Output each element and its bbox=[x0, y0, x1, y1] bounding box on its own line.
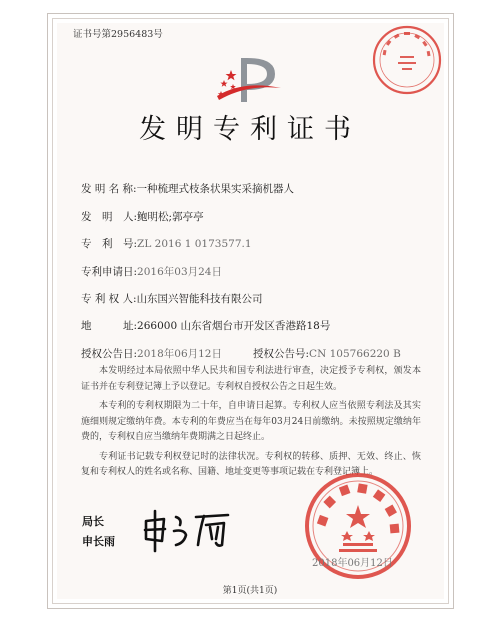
address-row bbox=[81, 318, 330, 333]
certificate-body bbox=[81, 364, 421, 481]
body-paragraph-2: 本专利的专利权期限为二十年，自申请日起算。专利权人应当依照专利法及其实施细则规定缴纳年费。本专利的年费应当在每年03月24日前缴纳。未按照规定缴纳年费的，专利权自应当缴纳年费期满之日起终止。 bbox=[81, 401, 421, 442]
filing-date: 2016年03月24日 bbox=[137, 266, 222, 278]
director-title: 局长 bbox=[82, 515, 104, 528]
patentee: 山东国兴智能科技有限公司 bbox=[136, 293, 263, 305]
address: 266000 山东省烟台市开发区香港路18号 bbox=[137, 320, 331, 332]
filing-date-row bbox=[81, 264, 222, 279]
director-signature-icon bbox=[140, 507, 235, 557]
certificate-title: 发明专利证书 bbox=[139, 114, 361, 145]
grant-number-label: 授权公告号: bbox=[253, 348, 310, 360]
invention-name-label: 发 明 名 称: bbox=[81, 183, 137, 195]
inventor-row bbox=[81, 209, 204, 224]
inventor: 鲍明松;郭亭亭 bbox=[137, 211, 204, 223]
patentee-row bbox=[81, 291, 263, 306]
filing-date-label: 专利申请日: bbox=[81, 266, 138, 278]
inventor-label: 发 明 人: bbox=[81, 211, 138, 223]
grant-row bbox=[81, 346, 401, 361]
director-name: 申长雨 bbox=[82, 535, 115, 548]
page-number: 第1页(共1页) bbox=[222, 586, 278, 596]
grant-number: CN 105766220 B bbox=[309, 348, 401, 360]
certificate-number: 证书号第2956483号 bbox=[73, 29, 163, 40]
patent-number: ZL 2016 1 0173577.1 bbox=[137, 238, 252, 250]
body-paragraph-3: 专利证书记载专利权登记时的法律状况。专利权的转移、质押、无效、终止、恢复和专利权人的姓名或名称、国籍、地址变更等事项记载在专利登记簿上。 bbox=[81, 451, 421, 477]
patent-number-row bbox=[81, 236, 252, 251]
invention-name-row bbox=[81, 181, 294, 196]
seal-date: 2018年06月12日 bbox=[312, 558, 393, 569]
grant-date-label: 授权公告日: bbox=[81, 348, 138, 360]
address-label: 地 址: bbox=[81, 320, 138, 332]
patentee-label: 专 利 权 人: bbox=[81, 293, 137, 305]
body-paragraph-1: 本发明经过本局依照中华人民共和国专利法进行审查，决定授予专利权，颁发本证书并在专利登记簿上予以登记。专利权自授权公告之日起生效。 bbox=[81, 366, 421, 392]
printer-seal-icon bbox=[371, 24, 443, 100]
invention-name: 一种梳理式枝条状果实采摘机器人 bbox=[136, 183, 295, 195]
cnipa-logo-icon bbox=[213, 52, 289, 110]
patent-number-label: 专 利 号: bbox=[81, 238, 138, 250]
grant-date: 2018年06月12日 bbox=[137, 348, 222, 360]
